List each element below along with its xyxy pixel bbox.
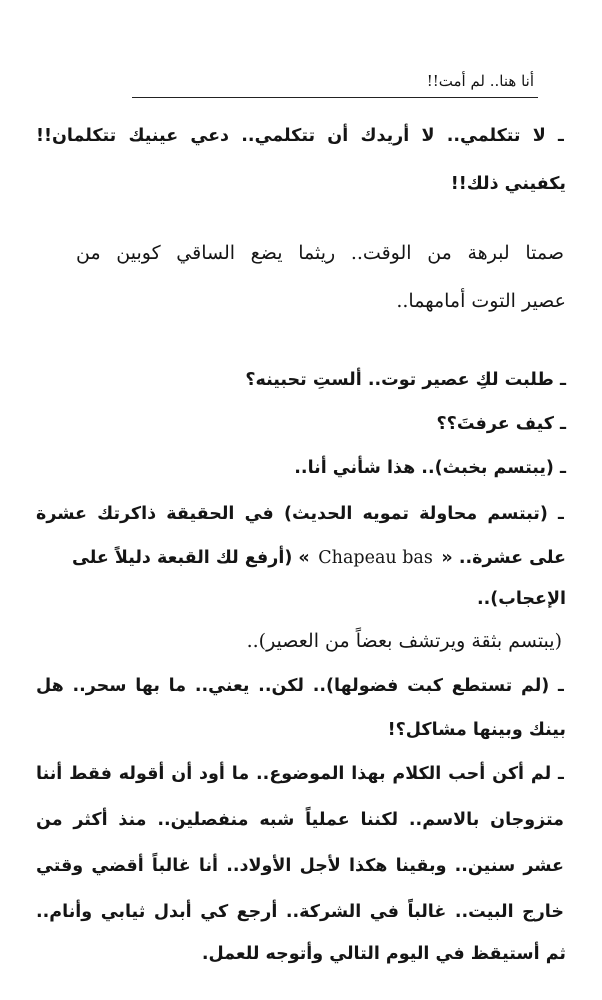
foreign-phrase: Chapeau bas bbox=[318, 548, 433, 568]
text-line: عشر سنين.. وبقينا هكذا لأجل الأولاد.. أنا غالباً أقضي وقتي bbox=[36, 856, 564, 876]
text-line: متزوجان بالاسم.. لكننا عملياً شبه منفصلين.. منذ أكثر من bbox=[36, 810, 564, 830]
text-line: ـ كيف عرفتَ؟؟ bbox=[436, 414, 566, 434]
text-line: ـ (يبتسم بخبث).. هذا شأني أنا.. bbox=[294, 458, 566, 478]
text-line: خارج البيت.. غالباً في الشركة.. أرجع كي أبدل ثيابي وأنام.. bbox=[36, 902, 564, 922]
text-line: ـ طلبت لكِ عصير توت.. ألستِ تحبينه؟ bbox=[245, 370, 566, 390]
text-line: بينك وبينها مشاكل؟! bbox=[387, 720, 566, 740]
text-line: ـ (لم تستطع كبت فضولها).. لكن.. يعني.. ما بها سحر.. هل bbox=[36, 676, 564, 696]
running-header: أنا هنا.. لم أمت!! bbox=[426, 72, 534, 90]
text-segment: على عشرة.. « bbox=[441, 548, 566, 568]
text-line: ـ (تبتسم محاولة تمويه الحديث) في الحقيقة ذاكرتك عشرة bbox=[36, 504, 564, 524]
text-line bbox=[72, 544, 566, 572]
header-rule bbox=[132, 97, 538, 98]
text-line: صمتا لبرهة من الوقت.. ريثما يضع الساقي كوبين من bbox=[76, 242, 564, 264]
text-segment: » (أرفع لك القبعة دليلاً على bbox=[72, 548, 310, 568]
stage-direction: (يبتسم بثقة ويرتشف بعضاً من العصير).. bbox=[246, 630, 562, 652]
text-line: عصير التوت أمامهما.. bbox=[396, 290, 566, 312]
text-line: يكفيني ذلك!! bbox=[450, 174, 566, 194]
text-line: ـ لم أكن أحب الكلام بهذا الموضوع.. ما أود أن أقوله فقط أننا bbox=[36, 764, 564, 784]
text-line: الإعجاب).. bbox=[476, 589, 566, 609]
text-line: ثم أستيقظ في اليوم التالي وأتوجه للعمل. bbox=[201, 944, 566, 964]
text-line: ـ لا تتكلمي.. لا أريدك أن تتكلمي.. دعي عينيك تتكلمان!! bbox=[36, 126, 564, 146]
